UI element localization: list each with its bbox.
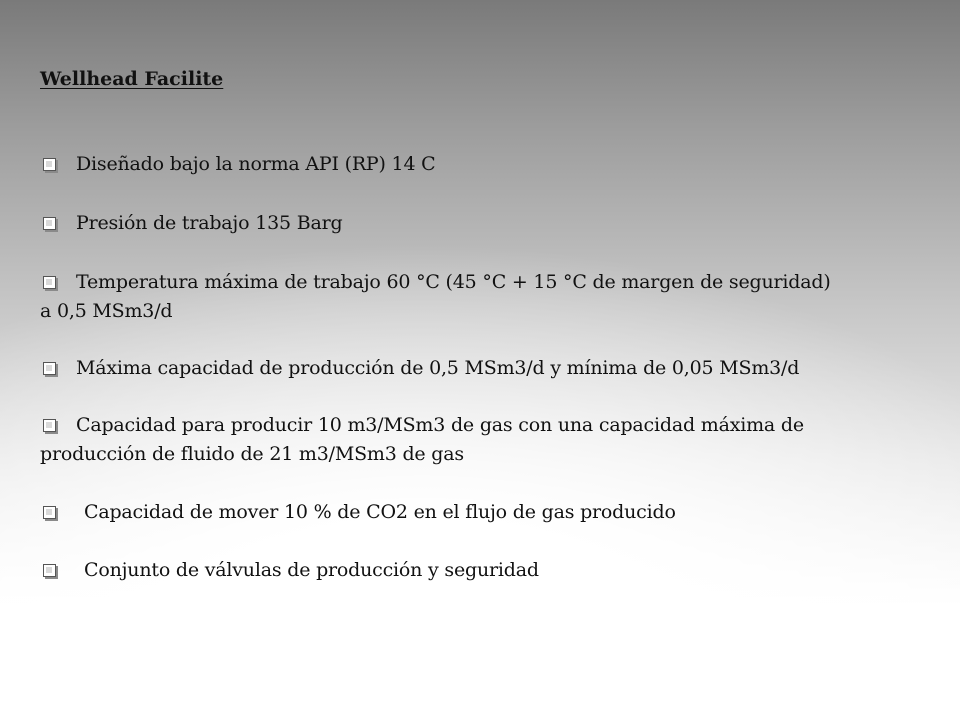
bullet-item (40, 268, 920, 326)
bullet-item (40, 556, 920, 585)
hollow-square-bullet-icon (43, 506, 56, 519)
bullet-item (40, 150, 920, 179)
bullet-text: Temperatura máxima de trabajo 60 °C (45 °C + 15 °C de margen de seguridad) (76, 271, 831, 293)
bullet-text: Presión de trabajo 135 Barg (76, 212, 343, 234)
bullet-item (40, 354, 920, 383)
hollow-square-bullet-icon (43, 276, 56, 289)
hollow-square-bullet-icon (43, 419, 56, 432)
bullet-text: Capacidad de mover 10 % de CO2 en el flujo de gas producido (84, 501, 676, 523)
bullet-item (40, 209, 920, 238)
bullet-item (40, 411, 920, 469)
bullet-text-continuation: producción de fluido de 21 m3/MSm3 de gas (40, 443, 464, 465)
bullet-text: Capacidad para producir 10 m3/MSm3 de gas con una capacidad máxima de (76, 414, 804, 436)
bullet-text: Máxima capacidad de producción de 0,5 MSm3/d y mínima de 0,05 MSm3/d (76, 357, 800, 379)
hollow-square-bullet-icon (43, 158, 56, 171)
bullet-text: Diseñado bajo la norma API (RP) 14 C (76, 153, 436, 175)
slide-title: Wellhead Facilite (40, 68, 224, 90)
hollow-square-bullet-icon (43, 362, 56, 375)
hollow-square-bullet-icon (43, 564, 56, 577)
bullet-text-continuation: a 0,5 MSm3/d (40, 300, 173, 322)
bullet-item (40, 498, 920, 527)
bullet-text: Conjunto de válvulas de producción y seguridad (84, 559, 539, 581)
hollow-square-bullet-icon (43, 217, 56, 230)
